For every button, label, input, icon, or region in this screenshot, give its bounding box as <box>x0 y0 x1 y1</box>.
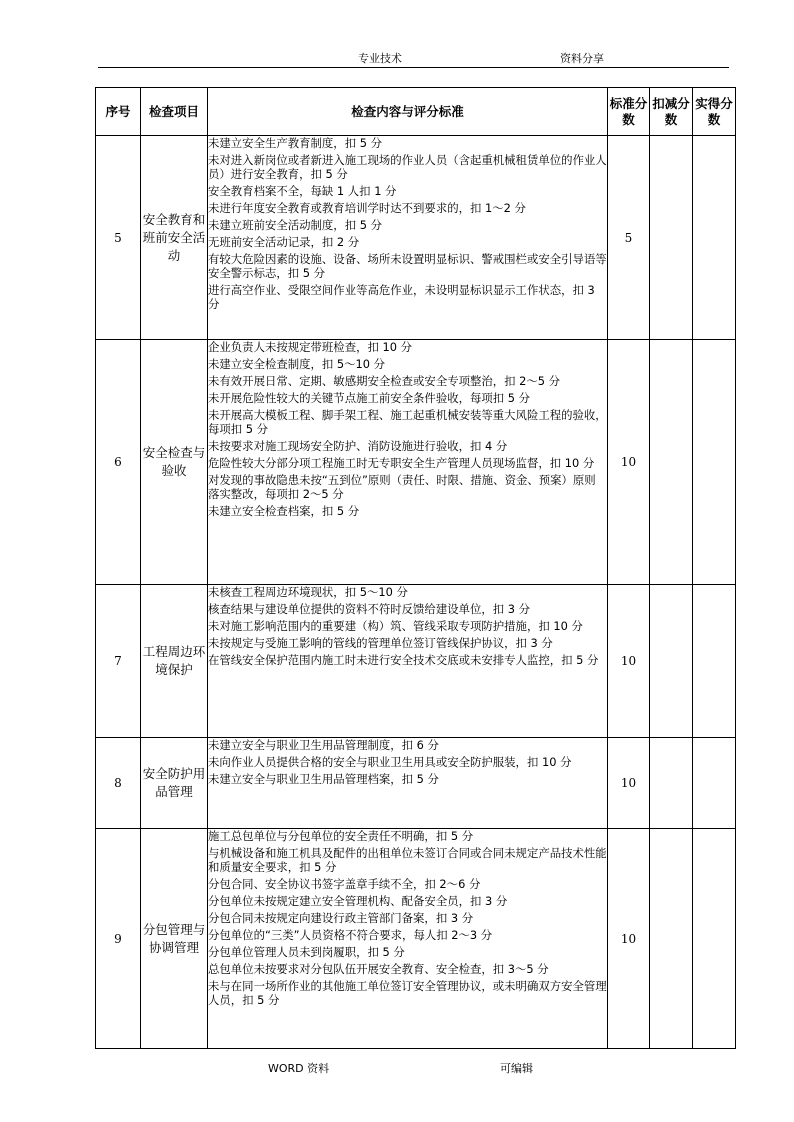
criteria-cell <box>208 829 608 1049</box>
criteria-cell <box>208 340 608 585</box>
table-row <box>96 738 736 829</box>
criterion-line: 分包单位未按规定建立安全管理机构、配备安全员，扣 3 分 <box>208 894 508 908</box>
check-item: 工程周边环境保护 <box>141 585 208 738</box>
criterion-line: 未向作业人员提供合格的安全与职业卫生用具或安全防护服装，扣 10 分 <box>208 755 572 769</box>
table-row <box>96 585 736 738</box>
actual-score-cell[interactable] <box>693 136 736 340</box>
check-item: 安全教育和班前安全活动 <box>141 136 208 340</box>
criterion-line: 未与在同一场所作业的其他施工单位签订安全管理协议，或未明确双方安全管理人员，扣 5 分 <box>208 979 607 1007</box>
col-header-item: 检查项目 <box>141 88 208 136</box>
actual-score-cell[interactable] <box>693 585 736 738</box>
check-item: 安全防护用品管理 <box>141 738 208 829</box>
criterion-line: 未按要求对施工现场安全防护、消防设施进行验收，扣 4 分 <box>208 439 508 453</box>
criterion-line: 未有效开展日常、定期、敏感期安全检查或安全专项整治，扣 2～5 分 <box>208 374 561 388</box>
actual-score-cell[interactable] <box>693 738 736 829</box>
row-number: 6 <box>96 340 141 585</box>
actual-score-cell[interactable] <box>693 340 736 585</box>
criterion-line: 无班前安全活动记录，扣 2 分 <box>208 235 360 249</box>
criteria-cell <box>208 738 608 829</box>
criterion-line: 有较大危险因素的设施、设备、场所未设置明显标识、警戒围栏或安全引导语等安全警示标志，扣 5 分 <box>208 252 607 280</box>
actual-score-cell[interactable] <box>693 829 736 1049</box>
table-row <box>96 829 736 1049</box>
criterion-line: 分包合同、安全协议书签字盖章手续不全，扣 2～6 分 <box>208 877 481 891</box>
col-header-actual: 实得分数 <box>693 88 736 136</box>
criterion-line: 施工总包单位与分包单位的安全责任不明确，扣 5 分 <box>208 829 474 843</box>
standard-score: 10 <box>608 738 650 829</box>
header-right-text: 资料分享 <box>560 52 604 65</box>
criterion-line: 分包合同未按规定向建设行政主管部门备案，扣 3 分 <box>208 911 474 925</box>
table-row <box>96 340 736 585</box>
criterion-line: 未核查工程周边环境现状，扣 5～10 分 <box>208 585 408 599</box>
criteria-cell <box>208 136 608 340</box>
criterion-line: 未对施工影响范围内的重要建（构）筑、管线采取专项防护措施，扣 10 分 <box>208 619 583 633</box>
criterion-line: 未建立安全检查制度，扣 5～10 分 <box>208 357 386 371</box>
check-item: 安全检查与验收 <box>141 340 208 585</box>
criterion-line: 未建立安全生产教育制度，扣 5 分 <box>208 136 382 150</box>
criteria-cell <box>208 585 608 738</box>
criterion-line: 未开展高大模板工程、脚手架工程、施工起重机械安装等重大风险工程的验收，每项扣 5 分 <box>208 408 607 436</box>
criterion-line: 进行高空作业、受限空间作业等高危作业，未设明显标识显示工作状态，扣 3 分 <box>208 283 595 311</box>
standard-score: 10 <box>608 829 650 1049</box>
criterion-line: 分包单位的“三类”人员资格不符合要求，每人扣 2～3 分 <box>208 928 493 942</box>
criterion-line: 未建立班前安全活动制度，扣 5 分 <box>208 218 382 232</box>
criterion-line: 未对进入新岗位或者新进入施工现场的作业人员（含起重机械租赁单位的作业人员）进行安全教育，扣 5 分 <box>208 153 607 181</box>
criterion-line: 未建立安全与职业卫生用品管理档案，扣 5 分 <box>208 772 439 786</box>
deduct-score-cell[interactable] <box>650 340 693 585</box>
criterion-line: 核查结果与建设单位提供的资料不符时反馈给建设单位，扣 3 分 <box>208 602 531 616</box>
row-number: 5 <box>96 136 141 340</box>
header-left-text: 专业技术 <box>358 52 402 65</box>
criterion-line: 安全教育档案不全，每缺 1 人扣 1 分 <box>208 184 397 198</box>
criterion-line: 对发现的事故隐患未按“五到位”原则（责任、时限、措施、资金、预案）原则落实整改，每项扣 2～5 分 <box>208 473 596 501</box>
criterion-line: 在管线安全保护范围内施工时未进行安全技术交底或未安排专人监控，扣 5 分 <box>208 653 599 667</box>
table-header-row <box>96 88 736 136</box>
criterion-line: 未进行年度安全教育或教育培训学时达不到要求的，扣 1～2 分 <box>208 201 526 215</box>
col-header-content: 检查内容与评分标准 <box>208 88 608 136</box>
deduct-score-cell[interactable] <box>650 829 693 1049</box>
criterion-line: 未建立安全检查档案，扣 5 分 <box>208 504 360 518</box>
footer-right-text: 可编辑 <box>500 1062 533 1075</box>
deduct-score-cell[interactable] <box>650 136 693 340</box>
criterion-line: 与机械设备和施工机具及配件的出租单位未签订合同或合同未规定产品技术性能和质量安全要求，扣 5 分 <box>208 846 607 874</box>
row-number: 8 <box>96 738 141 829</box>
table-row <box>96 136 736 340</box>
criterion-line: 总包单位未按要求对分包队伍开展安全教育、安全检查，扣 3～5 分 <box>208 962 549 976</box>
col-header-deduct: 扣减分数 <box>650 88 693 136</box>
criterion-line: 企业负责人未按规定带班检查，扣 10 分 <box>208 340 412 354</box>
criterion-line: 未按规定与受施工影响的管线的管理单位签订管线保护协议，扣 3 分 <box>208 636 553 650</box>
standard-score: 10 <box>608 340 650 585</box>
col-header-no: 序号 <box>96 88 141 136</box>
criterion-line: 危险性较大分部分项工程施工时无专职安全生产管理人员现场监督，扣 10 分 <box>208 456 595 470</box>
table-body <box>96 136 736 1049</box>
col-header-standard: 标准分数 <box>608 88 650 136</box>
criterion-line: 未开展危险性较大的关键节点施工前安全条件验收，每项扣 5 分 <box>208 391 531 405</box>
footer-left-text: WORD 资料 <box>268 1062 330 1075</box>
criterion-line: 分包单位管理人员未到岗履职，扣 5 分 <box>208 945 405 959</box>
standard-score: 5 <box>608 136 650 340</box>
row-number: 7 <box>96 585 141 738</box>
inspection-table <box>95 87 736 1049</box>
deduct-score-cell[interactable] <box>650 585 693 738</box>
row-number: 9 <box>96 829 141 1049</box>
check-item: 分包管理与协调管理 <box>141 829 208 1049</box>
standard-score: 10 <box>608 585 650 738</box>
deduct-score-cell[interactable] <box>650 738 693 829</box>
header-divider <box>98 67 729 68</box>
criterion-line: 未建立安全与职业卫生用品管理制度，扣 6 分 <box>208 738 439 752</box>
